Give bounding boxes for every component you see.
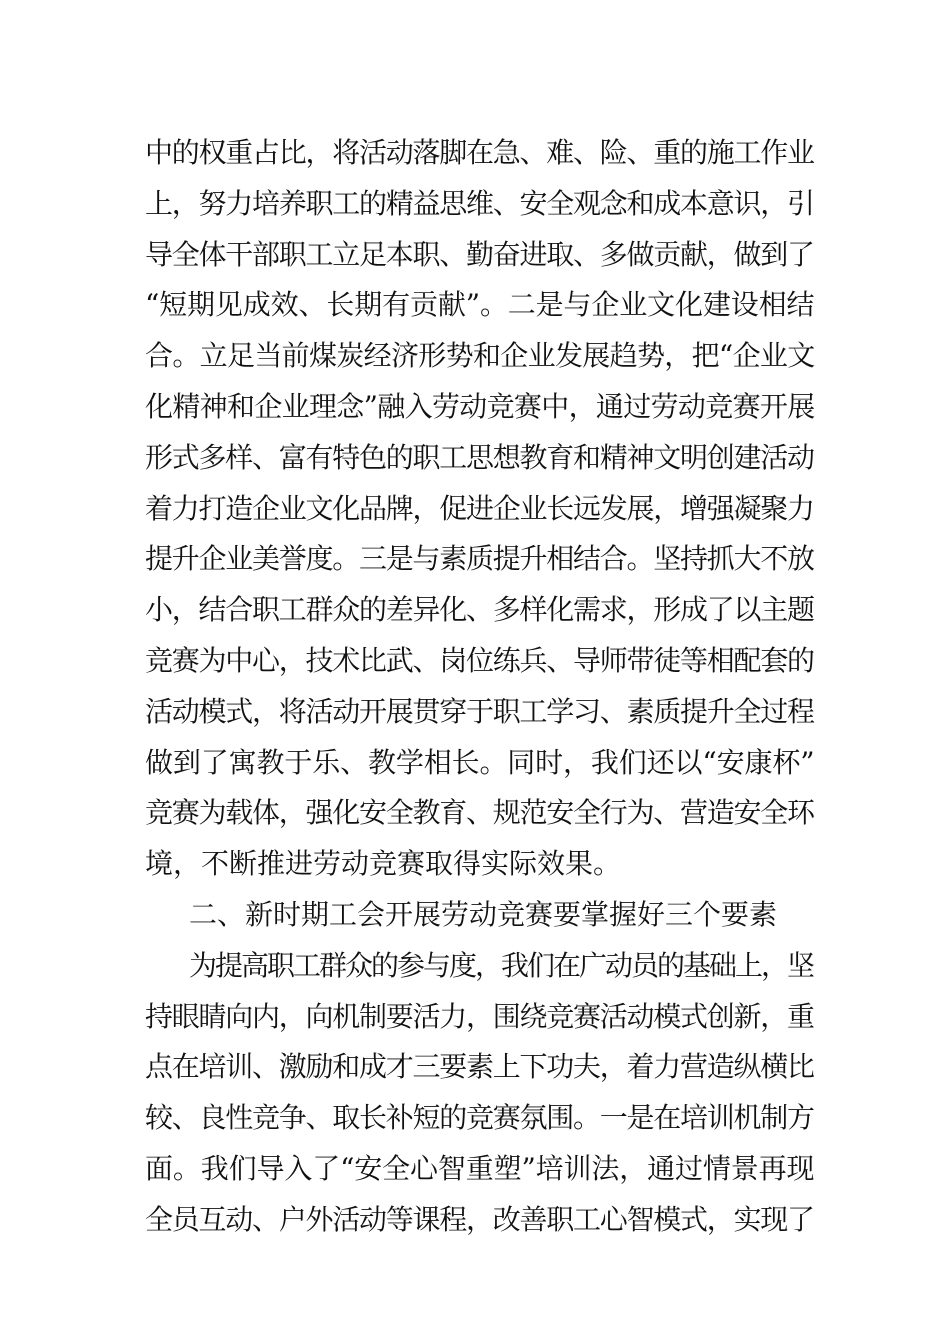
text-line: 着力打造企业文化品牌，促进企业长远发展，增强凝聚力 — [145, 491, 814, 525]
text-line: 境，不断推进劳动竞赛取得实际效果。 — [145, 847, 622, 881]
text-line: 全员互动、户外活动等课程，改善职工心智模式，实现了 — [145, 1202, 814, 1236]
text-line: 合。立足当前煤炭经济形势和企业发展趋势，把“企业文 — [145, 339, 815, 373]
text-line: 导全体干部职工立足本职、勤奋进取、多做贡献，做到了 — [145, 237, 814, 271]
text-line: 面。我们导入了“安全心智重塑”培训法，通过情景再现 — [145, 1151, 815, 1185]
body-text — [145, 128, 815, 1246]
text-line: 点在培训、激励和成才三要素上下功夫，着力营造纵横比 — [145, 1050, 814, 1084]
text-line: 做到了寓教于乐、教学相长。同时，我们还以“安康杯” — [145, 745, 815, 779]
text-line: 形式多样、富有特色的职工思想教育和精神文明创建活动 — [145, 440, 814, 474]
text-line: “短期见成效、长期有贡献”。二是与企业文化建设相结 — [145, 288, 815, 322]
text-line: 中的权重占比，将活动落脚在急、难、险、重的施工作业 — [145, 136, 814, 169]
text-line: 竞赛为载体，强化安全教育、规范安全行为、营造安全环 — [145, 796, 814, 830]
text-line: 竞赛为中心，技术比武、岗位练兵、导师带徒等相配套的 — [145, 643, 814, 677]
text-line: 活动模式，将活动开展贯穿于职工学习、素质提升全过程 — [145, 694, 814, 728]
text-line: 化精神和企业理念”融入劳动竞赛中，通过劳动竞赛开展 — [145, 389, 815, 423]
text-line: 为提高职工群众的参与度，我们在广动员的基础上，坚 — [189, 948, 814, 982]
text-line: 提升企业美誉度。三是与素质提升相结合。坚持抓大不放 — [145, 542, 814, 576]
section-heading: 二、新时期工会开展劳动竞赛要掌握好三个要素 — [189, 897, 778, 931]
text-line: 持眼睛向内，向机制要活力，围绕竞赛活动模式创新，重 — [145, 999, 814, 1033]
text-line: 较、良性竞争、取长补短的竞赛氛围。一是在培训机制方 — [145, 1101, 814, 1135]
text-line: 小，结合职工群众的差异化、多样化需求，形成了以主题 — [145, 593, 814, 627]
text-line: 上，努力培养职工的精益思维、安全观念和成本意识，引 — [145, 186, 814, 220]
